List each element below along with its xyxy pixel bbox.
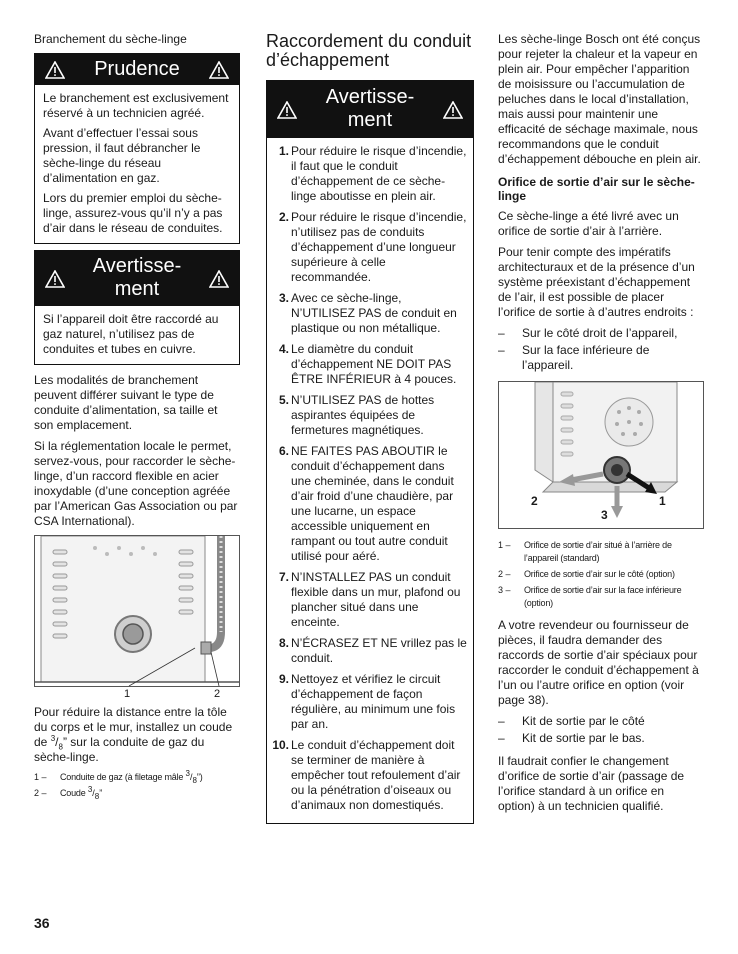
- body-paragraph: A votre revendeur ou fournisseur de pièces, il faudra demander des raccords de sortie d’air spéciaux pour raccorder le conduit d’échappement à l’un ou l’autre orifice en option (voir page 38).: [498, 618, 699, 707]
- warning-paragraph: Si l’appareil doit être raccordé au gaz naturel, n’utilisez pas de conduites et tubes en cuivre.: [43, 312, 219, 356]
- figure-label: 1: [659, 494, 666, 508]
- caption: [498, 539, 704, 565]
- item-number: 4.: [278, 342, 289, 356]
- warning-item: [271, 342, 467, 387]
- caption-text: ”: [99, 788, 103, 798]
- gas-connection-illustration: [34, 535, 240, 687]
- warning-triangle-icon: [209, 61, 229, 79]
- warning-item: [271, 291, 467, 336]
- item-text: Avec ce sèche-linge, N’UTILISEZ PAS de conduit en plastique ou non métallique.: [291, 291, 457, 335]
- figure-label: 2: [214, 688, 221, 700]
- caution-paragraph: Avant d’effectuer l’essai sous pression, il faut débrancher le sèche-linge du réseau d’alimentation en gaz.: [43, 126, 201, 185]
- item-text: Le diamètre du conduit d’échappement NE DOIT PAS ÊTRE INFÉRIEUR à 4 pouces.: [291, 342, 457, 386]
- caution-paragraph: Le branchement est exclusivement réservé à un technicien agréé.: [43, 91, 229, 120]
- caption-text: Orifice de sortie d’air situé à l’arrière de l’appareil (standard): [524, 540, 672, 563]
- warning-item: [271, 393, 467, 438]
- dryer-back-gas-illustration: [35, 536, 240, 686]
- elbow-text: ” sur la conduite de gaz du sèche-linge.: [34, 735, 205, 764]
- fraction-numerator: 3: [185, 769, 190, 778]
- kit-list: [498, 714, 704, 746]
- body-paragraph: Les modalités de branchement peuvent différer suivant le type de conduite d’alimentation, sa taille et son emplacement.: [34, 373, 218, 432]
- warning-title-line: ment: [114, 278, 160, 300]
- warning-title-line: Avertisse-: [92, 255, 182, 277]
- caption-number: 1 –: [498, 540, 511, 550]
- column-middle: [266, 32, 474, 830]
- item-number: 6.: [278, 444, 289, 458]
- exhaust-warning-list: [267, 138, 473, 823]
- item-number: 8.: [278, 636, 289, 650]
- body-paragraph: Si la réglementation locale le permet, servez-vous, pour raccorder le sèche-linge, d’un raccord flexible en acier inoxydable (d’une conception agréée par l’American Gas Association ou par CSA International).: [34, 439, 238, 528]
- item-text: N’INSTALLEZ PAS un conduit flexible dans un mur, plafond ou plancher situé dans une enceinte.: [291, 570, 461, 629]
- list-item: – Kit de sortie par le bas.: [498, 731, 704, 746]
- caption-text: ”): [196, 772, 203, 782]
- warning-box-gas: [34, 250, 240, 365]
- item-number: 1.: [278, 144, 289, 158]
- caption-number: 2 –: [498, 569, 511, 579]
- dryer-exhaust-illustration: [499, 382, 704, 528]
- caption-text: Coude: [60, 788, 88, 798]
- caution-title: Prudence: [94, 58, 180, 80]
- warning-triangle-icon: [209, 270, 229, 288]
- caution-body: [35, 85, 239, 243]
- item-text: Pour réduire le risque d’incendie, n’utilisez pas de conduits d’échappement d’une longueur supérieure à celle recommandée.: [291, 210, 467, 284]
- fraction-denominator: 8: [192, 775, 197, 785]
- caption-number: 3 –: [498, 585, 511, 595]
- list-item: – Sur la face inférieure de l’appareil.: [498, 343, 704, 373]
- warning-triangle-icon: [277, 101, 297, 119]
- warning-title-bar: [35, 251, 239, 306]
- item-number: 3.: [278, 291, 289, 305]
- caption-text: Orifice de sortie d’air sur la face inférieure (option): [524, 585, 682, 608]
- caption-text: Conduite de gaz (à filetage mâle: [60, 772, 186, 782]
- item-text: NE FAITES PAS ABOUTIR le conduit d’échappement dans une cheminée, dans le conduit d’air froid d’une chaudière, par une lucarne, un espace accessible uniquement en rampant ou tout autre conduit utilisé pour aéré.: [291, 444, 454, 563]
- outlet-option-list: [498, 326, 704, 373]
- body-paragraph: Il faudrait confier le changement d’orifice de sortie d’air (passage de l’orifice standard à un orifice en option) à un technicien qualifié.: [498, 754, 685, 813]
- section-heading: Branchement du sèche-linge: [34, 32, 187, 46]
- warning-item: [271, 738, 467, 813]
- elbow-paragraph: Pour réduire la distance entre la tôle du corps et le mur, installez un coude de $^3/_8$” sur la conduite de gaz du sèche-linge.: [34, 705, 233, 764]
- fraction-denominator: 8: [94, 791, 100, 801]
- body-paragraph: Ce sèche-linge a été livré avec un orifice de sortie d’air à l’arrière.: [498, 209, 679, 238]
- warning-box-exhaust: [266, 80, 474, 824]
- page-number: 36: [34, 915, 50, 931]
- list-item: – Kit de sortie par le côté: [498, 714, 704, 729]
- warning-item: [271, 636, 467, 666]
- gas-figure-labels: [34, 687, 240, 701]
- exhaust-heading: Raccordement du conduit d’échappement: [266, 31, 472, 70]
- list-item: – Sur le côté droit de l’appareil,: [498, 326, 704, 341]
- caption-elbow: 2 – Coude $^3/_8$”: [34, 785, 103, 801]
- item-number: 7.: [278, 570, 289, 584]
- item-number: 5.: [278, 393, 289, 407]
- column-left: [34, 32, 240, 803]
- item-number: 2.: [278, 210, 289, 224]
- figure-label: 3: [601, 508, 608, 522]
- caution-title-bar: [35, 54, 239, 85]
- item-text: Nettoyez et vérifiez le circuit d’échappement de façon régulière, au minimum une fois par an.: [291, 672, 456, 731]
- warning-title-line: Avertisse-: [325, 86, 415, 108]
- item-number: 9.: [278, 672, 289, 686]
- caution-paragraph: Lors du premier emploi du sèche-linge, assurez-vous qu’il n’y a pas d’air dans le réseau de conduites.: [43, 191, 223, 235]
- warning-title-bar: [267, 81, 473, 138]
- caption-text: Orifice de sortie d’air sur le côté (option): [524, 569, 675, 579]
- fraction-numerator: 3: [50, 734, 56, 743]
- caution-box: [34, 53, 240, 244]
- fraction-numerator: 3: [87, 785, 93, 794]
- fraction-denominator: 8: [58, 742, 63, 752]
- warning-item: [271, 144, 467, 204]
- caption: [498, 584, 704, 610]
- caption-gas-line: 1 – Conduite de gaz (à filetage mâle $^3/_8$”): [34, 769, 203, 785]
- warning-item: [271, 444, 467, 564]
- column-right: [498, 32, 704, 820]
- item-text: N’UTILISEZ PAS de hottes aspirantes équipées de fermetures magnétiques.: [291, 393, 435, 437]
- item-text: Pour réduire le risque d’incendie, il faut que le conduit d’échappement de ce sèche-linge aboutisse en plein air.: [291, 144, 467, 203]
- warning-title-line: ment: [347, 109, 393, 131]
- caption: [498, 568, 704, 581]
- item-number: 10.: [272, 738, 289, 752]
- warning-item: [271, 570, 467, 630]
- exhaust-outlet-illustration: [498, 381, 704, 529]
- item-text: N’ÉCRASEZ ET NE vrillez pas le conduit.: [291, 636, 467, 665]
- figure-label: 2: [531, 494, 538, 508]
- warning-triangle-icon: [45, 61, 65, 79]
- item-text: Le conduit d’échappement doit se terminer de manière à empêcher tout refoulement d’air ou la pénétration d’oiseaux ou d’animaux non domestiqués.: [291, 738, 461, 812]
- body-paragraph: Pour tenir compte des impératifs architecturaux et de la présence d’un système préexistant d’échappement de l’air, il est possible de placer l’orifice de sortie à d’autres endroits :: [498, 245, 695, 319]
- elbow-text: Pour réduire la distance entre la tôle du corps et le mur, installez un coude de: [34, 705, 233, 749]
- warning-triangle-icon: [45, 270, 65, 288]
- warning-triangle-icon: [443, 101, 463, 119]
- warning-item: [271, 672, 467, 732]
- exhaust-captions: [498, 539, 704, 610]
- warning-body: [35, 306, 239, 364]
- caption-number: 1 –: [34, 772, 47, 782]
- figure-label: 1: [124, 688, 131, 700]
- body-paragraph: Les sèche-linge Bosch ont été conçus pour rejeter la chaleur et la vapeur en plein air. Pour empêcher l’apparition de moisissure ou l’accumulation de peluches dans le local d’installation, mais aussi pour maintenir une efficacité de séchage maximale, nous recommandons que le conduit d’échappement débouche en plein air.: [498, 32, 701, 166]
- outlet-subheading: Orifice de sortie d’air sur le sèche-linge: [498, 175, 695, 203]
- caption-number: 2 –: [34, 788, 47, 798]
- warning-item: [271, 210, 467, 285]
